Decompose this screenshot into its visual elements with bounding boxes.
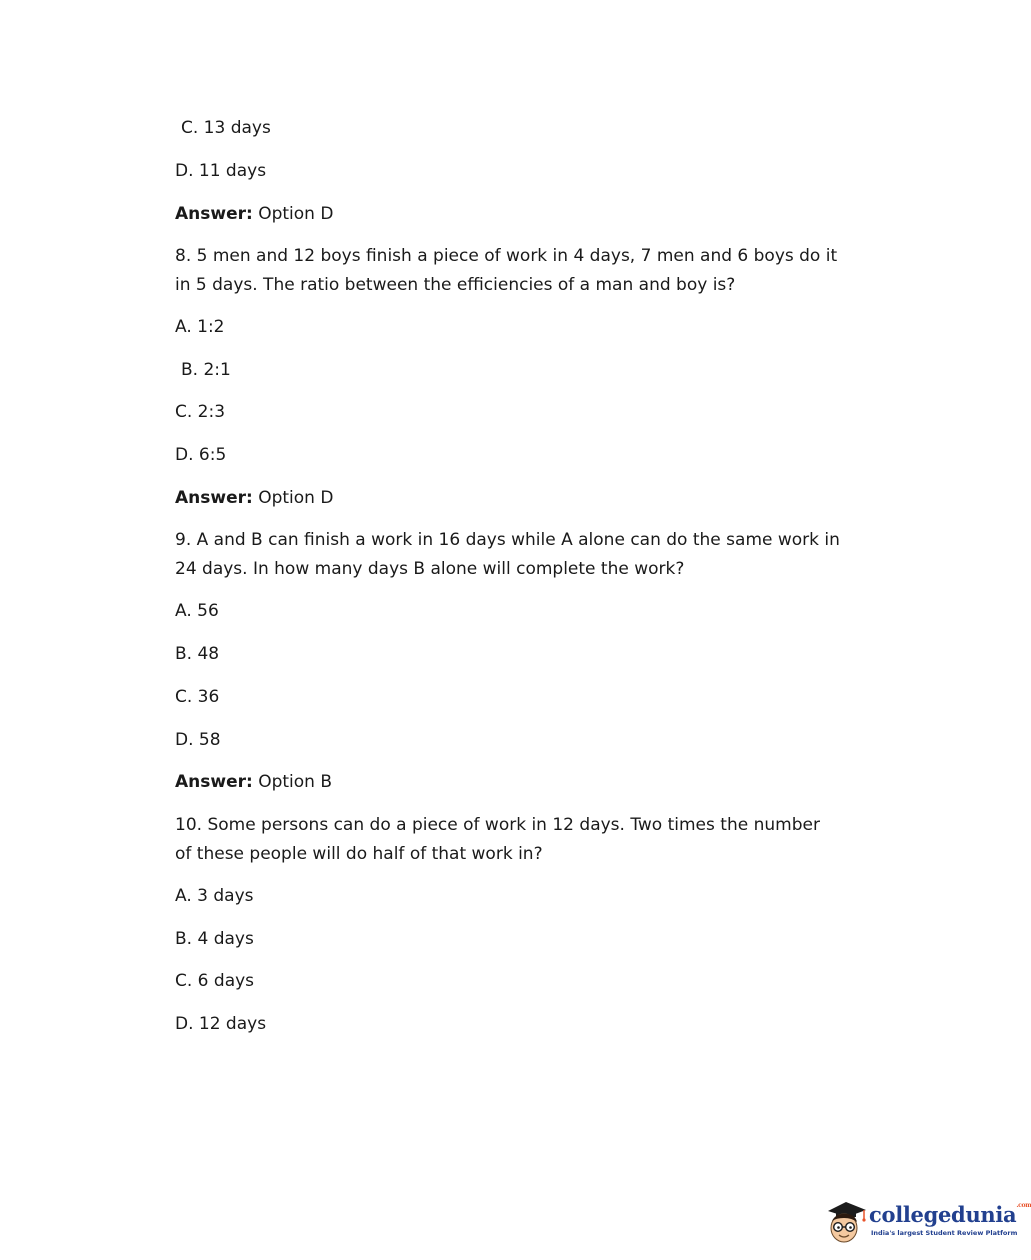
q8-option-a: A. 1:2 (175, 317, 225, 337)
q10-option-b: B. 4 days (175, 929, 254, 949)
q8-option-c: C. 2:3 (175, 402, 226, 422)
q9-option-d: D. 58 (175, 730, 221, 750)
q9-option-a: A. 56 (175, 601, 219, 621)
q8-option-d: D. 6:5 (175, 445, 227, 465)
answer-label: Answer: (175, 204, 253, 224)
q9-option-c: C. 36 (175, 687, 220, 707)
q8-option-b: B. 2:1 (181, 360, 231, 380)
logo-wordmark (869, 1202, 1031, 1227)
answer-label: Answer: (175, 772, 253, 792)
q10-option-d: D. 12 days (175, 1014, 267, 1034)
q9-answer (175, 768, 332, 796)
q8-question: 8. 5 men and 12 boys finish a piece of work in 4 days, 7 men and 6 boys do it in 5 days. The ratio between the efficiencies of a man and boy is? (175, 246, 838, 295)
q7-option-d: D. 11 days (175, 161, 267, 181)
collegedunia-logo (822, 1197, 1031, 1247)
student-mascot-icon (822, 1197, 868, 1245)
answer-label: Answer: (175, 488, 253, 508)
q10-option-c: C. 6 days (175, 971, 255, 991)
logo-wordmark-text: collegedunia (869, 1202, 1017, 1227)
q10-option-a: A. 3 days (175, 886, 254, 906)
q7-option-c: C. 13 days (181, 118, 271, 138)
q9-question: 9. A and B can finish a work in 16 days while A alone can do the same work in 24 days. In how many days B alone will complete the work? (175, 530, 840, 579)
logo-tagline: India's largest Student Review Platform (871, 1229, 1018, 1237)
logo-suffix: .com (1016, 1202, 1031, 1209)
answer-value: Option D (252, 204, 334, 224)
q8-answer (175, 484, 333, 512)
q7-answer (175, 200, 333, 228)
answer-value: Option D (252, 488, 334, 508)
q9-option-b: B. 48 (175, 644, 220, 664)
q10-question: 10. Some persons can do a piece of work in 12 days. Two times the number of these people will do half of that work in? (175, 815, 820, 864)
answer-value: Option B (252, 772, 333, 792)
